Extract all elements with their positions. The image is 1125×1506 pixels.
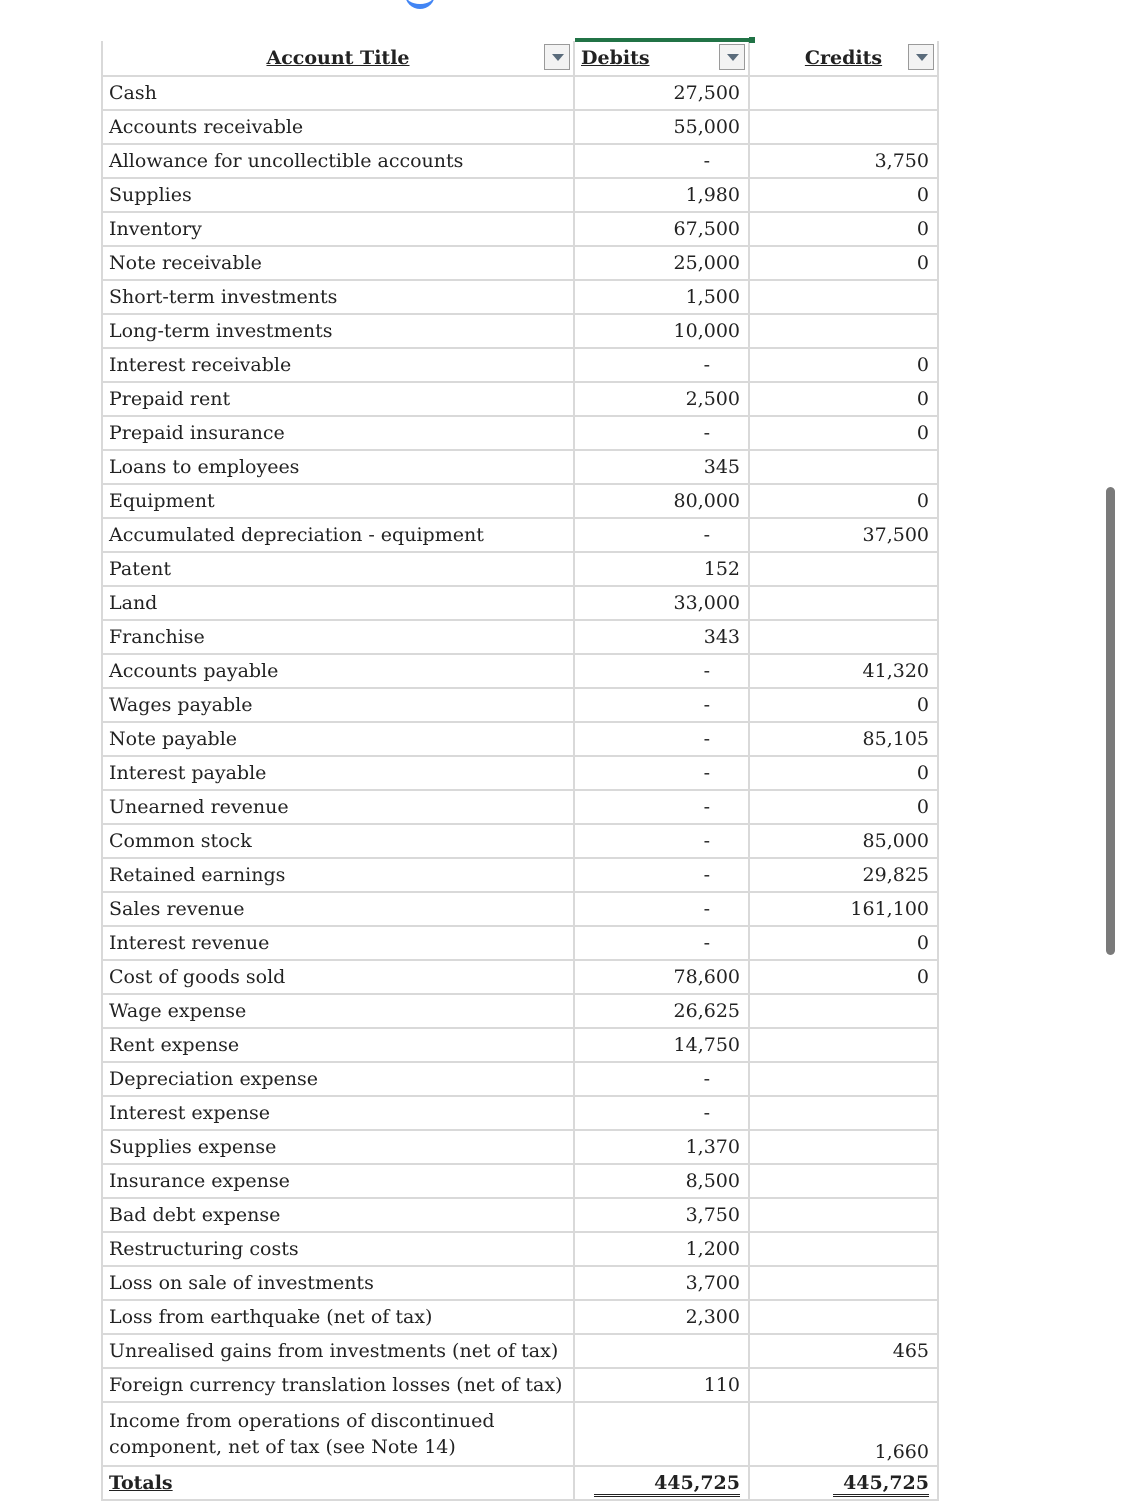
debit-cell[interactable]: 67,500 bbox=[574, 212, 749, 246]
credit-cell[interactable]: 0 bbox=[749, 960, 937, 994]
debit-cell[interactable]: - bbox=[574, 1062, 749, 1096]
credit-cell[interactable]: 465 bbox=[749, 1334, 937, 1368]
credit-cell[interactable] bbox=[749, 280, 937, 314]
credit-cell[interactable]: 41,320 bbox=[749, 654, 937, 688]
table-row bbox=[103, 1164, 937, 1198]
debit-cell[interactable]: 14,750 bbox=[574, 1028, 749, 1062]
partial-app-icon bbox=[405, 0, 435, 9]
table-row bbox=[103, 1232, 937, 1266]
debit-cell[interactable]: - bbox=[574, 926, 749, 960]
account-title-cell[interactable]: Interest revenue bbox=[103, 926, 574, 960]
table-row bbox=[103, 518, 937, 552]
credit-cell[interactable]: 37,500 bbox=[749, 518, 937, 552]
totals-row bbox=[103, 1466, 937, 1500]
credit-cell[interactable] bbox=[749, 1028, 937, 1062]
account-title-cell[interactable]: Long-term investments bbox=[103, 314, 574, 348]
credit-cell[interactable] bbox=[749, 552, 937, 586]
account-title-cell[interactable]: Accounts payable bbox=[103, 654, 574, 688]
account-title-cell[interactable]: Inventory bbox=[103, 212, 574, 246]
debit-cell[interactable]: 33,000 bbox=[574, 586, 749, 620]
account-title-cell[interactable]: Cost of goods sold bbox=[103, 960, 574, 994]
table-row bbox=[103, 76, 937, 110]
table-row bbox=[103, 688, 937, 722]
account-title-cell[interactable]: Loans to employees bbox=[103, 450, 574, 484]
table-row bbox=[103, 1368, 937, 1402]
account-title-cell[interactable]: Loss from earthquake (net of tax) bbox=[103, 1300, 574, 1334]
credit-cell[interactable] bbox=[749, 586, 937, 620]
credit-cell[interactable]: 85,105 bbox=[749, 722, 937, 756]
table-row bbox=[103, 790, 937, 824]
account-title-cell[interactable]: Supplies expense bbox=[103, 1130, 574, 1164]
account-title-cell[interactable]: Equipment bbox=[103, 484, 574, 518]
credits-header-label: Credits bbox=[804, 47, 883, 69]
debit-cell[interactable]: 3,700 bbox=[574, 1266, 749, 1300]
credit-cell[interactable] bbox=[749, 1232, 937, 1266]
debit-cell[interactable]: 55,000 bbox=[574, 110, 749, 144]
credit-cell[interactable] bbox=[749, 76, 937, 110]
table-row bbox=[103, 586, 937, 620]
table-row bbox=[103, 110, 937, 144]
debit-cell[interactable]: 27,500 bbox=[574, 76, 749, 110]
credit-cell[interactable]: 0 bbox=[749, 484, 937, 518]
debit-cell[interactable]: - bbox=[574, 348, 749, 382]
account-title-cell[interactable]: Prepaid insurance bbox=[103, 416, 574, 450]
table-row bbox=[103, 1062, 937, 1096]
table-row bbox=[103, 484, 937, 518]
account-title-cell[interactable]: Patent bbox=[103, 552, 574, 586]
table-row bbox=[103, 1130, 937, 1164]
credits-filter-dropdown-icon[interactable] bbox=[908, 44, 934, 70]
debit-cell[interactable]: - bbox=[574, 892, 749, 926]
account-title-cell[interactable]: Prepaid rent bbox=[103, 382, 574, 416]
credit-cell[interactable]: 161,100 bbox=[749, 892, 937, 926]
totals-credit-value: 445,725 bbox=[833, 1472, 929, 1497]
debit-cell[interactable]: 110 bbox=[574, 1368, 749, 1402]
credit-cell[interactable]: 1,660 bbox=[749, 1402, 937, 1466]
debit-cell[interactable]: 1,370 bbox=[574, 1130, 749, 1164]
debit-cell[interactable]: - bbox=[574, 790, 749, 824]
credit-cell[interactable]: 29,825 bbox=[749, 858, 937, 892]
account-title-cell[interactable]: Loss on sale of investments bbox=[103, 1266, 574, 1300]
debit-cell[interactable]: - bbox=[574, 824, 749, 858]
account-title-cell[interactable]: Restructuring costs bbox=[103, 1232, 574, 1266]
totals-label-cell[interactable] bbox=[103, 1466, 574, 1500]
credit-cell[interactable] bbox=[749, 1368, 937, 1402]
debit-cell[interactable]: 78,600 bbox=[574, 960, 749, 994]
table-row bbox=[103, 620, 937, 654]
table-row bbox=[103, 722, 937, 756]
debit-cell[interactable]: 345 bbox=[574, 450, 749, 484]
debit-cell[interactable]: 26,625 bbox=[574, 994, 749, 1028]
debit-cell[interactable]: 8,500 bbox=[574, 1164, 749, 1198]
table-row bbox=[103, 926, 937, 960]
account-title-cell[interactable]: Insurance expense bbox=[103, 1164, 574, 1198]
account-title-cell[interactable]: Depreciation expense bbox=[103, 1062, 574, 1096]
table-row bbox=[103, 552, 937, 586]
credit-cell[interactable]: 0 bbox=[749, 178, 937, 212]
table-row bbox=[103, 824, 937, 858]
credit-cell[interactable]: 0 bbox=[749, 348, 937, 382]
account-title-cell[interactable]: Wage expense bbox=[103, 994, 574, 1028]
credit-cell[interactable] bbox=[749, 1300, 937, 1334]
debit-cell[interactable]: - bbox=[574, 858, 749, 892]
debits-header bbox=[574, 41, 749, 76]
account-title-cell[interactable]: Accumulated depreciation - equipment bbox=[103, 518, 574, 552]
credit-cell[interactable]: 0 bbox=[749, 212, 937, 246]
table-row bbox=[103, 1300, 937, 1334]
totals-debit-value: 445,725 bbox=[594, 1472, 740, 1497]
credit-cell[interactable] bbox=[749, 314, 937, 348]
debit-cell[interactable]: - bbox=[574, 756, 749, 790]
trial-balance-table bbox=[103, 41, 937, 1501]
debit-cell[interactable]: - bbox=[574, 722, 749, 756]
table-row bbox=[103, 348, 937, 382]
credit-cell[interactable]: 0 bbox=[749, 688, 937, 722]
account-title-cell[interactable]: Wages payable bbox=[103, 688, 574, 722]
credit-cell[interactable]: 0 bbox=[749, 246, 937, 280]
credit-cell[interactable] bbox=[749, 994, 937, 1028]
account-title-cell[interactable]: Sales revenue bbox=[103, 892, 574, 926]
header-row bbox=[103, 41, 937, 76]
table-row bbox=[103, 314, 937, 348]
account-title-cell[interactable]: Franchise bbox=[103, 620, 574, 654]
table-row bbox=[103, 246, 937, 280]
debit-cell[interactable]: 3,750 bbox=[574, 1198, 749, 1232]
table-row bbox=[103, 450, 937, 484]
table-row bbox=[103, 144, 937, 178]
account-title-cell[interactable]: Rent expense bbox=[103, 1028, 574, 1062]
account-title-cell[interactable]: Land bbox=[103, 586, 574, 620]
debit-cell[interactable]: 343 bbox=[574, 620, 749, 654]
debit-cell[interactable]: 1,500 bbox=[574, 280, 749, 314]
credit-cell[interactable]: 0 bbox=[749, 756, 937, 790]
account-title-cell[interactable]: Interest expense bbox=[103, 1096, 574, 1130]
credit-cell[interactable] bbox=[749, 1164, 937, 1198]
debit-cell[interactable]: 1,200 bbox=[574, 1232, 749, 1266]
trial-balance-sheet bbox=[101, 41, 939, 1501]
debit-cell[interactable]: 10,000 bbox=[574, 314, 749, 348]
debit-cell[interactable]: - bbox=[574, 1096, 749, 1130]
totals-label: Totals bbox=[109, 1472, 173, 1494]
table-row bbox=[103, 892, 937, 926]
table-row bbox=[103, 1198, 937, 1232]
debit-cell[interactable]: - bbox=[574, 518, 749, 552]
credits-header bbox=[749, 41, 937, 76]
table-row bbox=[103, 1402, 937, 1466]
credit-cell[interactable] bbox=[749, 1198, 937, 1232]
totals-credit-cell[interactable] bbox=[749, 1466, 937, 1500]
credit-cell[interactable] bbox=[749, 620, 937, 654]
account-title-header-label: Account Title bbox=[266, 47, 410, 69]
account-title-cell[interactable]: Bad debt expense bbox=[103, 1198, 574, 1232]
debit-cell[interactable]: - bbox=[574, 416, 749, 450]
account-title-cell[interactable]: Interest payable bbox=[103, 756, 574, 790]
account-title-cell[interactable]: Note receivable bbox=[103, 246, 574, 280]
table-row bbox=[103, 416, 937, 450]
account-title-cell[interactable]: Accounts receivable bbox=[103, 110, 574, 144]
table-row bbox=[103, 756, 937, 790]
account-title-cell[interactable]: Interest receivable bbox=[103, 348, 574, 382]
account-title-header bbox=[103, 41, 574, 76]
table-row bbox=[103, 178, 937, 212]
debit-cell[interactable]: 2,300 bbox=[574, 1300, 749, 1334]
credit-cell[interactable]: 0 bbox=[749, 926, 937, 960]
credit-cell[interactable] bbox=[749, 1266, 937, 1300]
account-title-cell[interactable]: Unearned revenue bbox=[103, 790, 574, 824]
table-row bbox=[103, 960, 937, 994]
table-row bbox=[103, 654, 937, 688]
debit-cell[interactable]: 2,500 bbox=[574, 382, 749, 416]
credit-cell[interactable]: 0 bbox=[749, 416, 937, 450]
credit-cell[interactable]: 0 bbox=[749, 790, 937, 824]
table-row bbox=[103, 994, 937, 1028]
account-title-cell[interactable]: Supplies bbox=[103, 178, 574, 212]
debits-filter-dropdown-icon[interactable] bbox=[719, 44, 745, 70]
account-title-cell[interactable]: Unrealised gains from investments (net of tax) bbox=[103, 1334, 574, 1368]
account-title-cell[interactable]: Retained earnings bbox=[103, 858, 574, 892]
account-title-filter-dropdown-icon[interactable] bbox=[544, 44, 570, 70]
credit-cell[interactable] bbox=[749, 1096, 937, 1130]
credit-cell[interactable] bbox=[749, 1130, 937, 1164]
credit-cell[interactable]: 0 bbox=[749, 382, 937, 416]
credit-cell[interactable] bbox=[749, 1062, 937, 1096]
table-row bbox=[103, 1334, 937, 1368]
debit-cell[interactable]: 25,000 bbox=[574, 246, 749, 280]
account-title-cell[interactable]: Short-term investments bbox=[103, 280, 574, 314]
table-row bbox=[103, 1266, 937, 1300]
debit-cell[interactable] bbox=[574, 1402, 749, 1466]
table-row bbox=[103, 280, 937, 314]
credit-cell[interactable] bbox=[749, 110, 937, 144]
table-row bbox=[103, 382, 937, 416]
account-title-cell[interactable]: Allowance for uncollectible accounts bbox=[103, 144, 574, 178]
debit-cell[interactable]: - bbox=[574, 688, 749, 722]
table-row bbox=[103, 1096, 937, 1130]
account-title-cell[interactable]: Income from operations of discontinued component, net of tax (see Note 14) bbox=[103, 1402, 574, 1466]
debit-cell[interactable] bbox=[574, 1334, 749, 1368]
totals-debit-cell[interactable] bbox=[574, 1466, 749, 1500]
vertical-scrollbar[interactable] bbox=[1106, 487, 1115, 955]
credit-cell[interactable]: 3,750 bbox=[749, 144, 937, 178]
debit-cell[interactable]: - bbox=[574, 654, 749, 688]
credit-cell[interactable]: 85,000 bbox=[749, 824, 937, 858]
debit-cell[interactable]: - bbox=[574, 144, 749, 178]
debit-cell[interactable]: 152 bbox=[574, 552, 749, 586]
debit-cell[interactable]: 1,980 bbox=[574, 178, 749, 212]
account-title-cell[interactable]: Foreign currency translation losses (net of tax) bbox=[103, 1368, 574, 1402]
table-row bbox=[103, 858, 937, 892]
debits-header-label: Debits bbox=[581, 47, 650, 69]
credit-cell[interactable] bbox=[749, 450, 937, 484]
table-row bbox=[103, 212, 937, 246]
debit-cell[interactable]: 80,000 bbox=[574, 484, 749, 518]
account-title-cell[interactable]: Note payable bbox=[103, 722, 574, 756]
account-title-cell[interactable]: Common stock bbox=[103, 824, 574, 858]
table-row bbox=[103, 1028, 937, 1062]
account-title-cell[interactable]: Cash bbox=[103, 76, 574, 110]
